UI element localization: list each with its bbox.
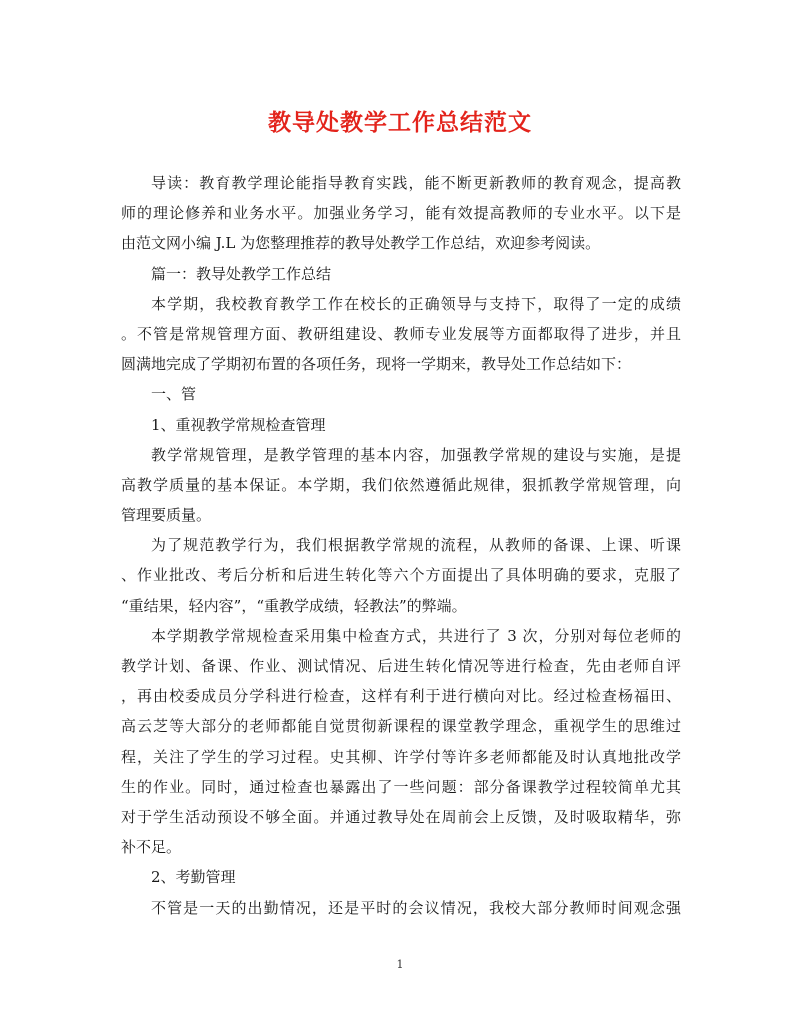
text-line: 1、重视教学常规检查管理 [151,415,326,434]
text-line: 对于学生活动预设不够全面。并通过教导处在周前会上反馈，及时吸取精华，弥 [121,807,681,826]
document-title: 教导处教学工作总结范文 [268,110,532,136]
text-line: ，再由校委成员分学科进行检查，这样有利于进行横向对比。经过检查杨福田、 [121,687,681,706]
text-line: 本学期，我校教育教学工作在校长的正确领导与支持下，取得了一定的成绩 [151,294,681,313]
text-line: 圆满地完成了学期初布置的各项任务，现将一学期来，教导处工作总结如下： [121,355,632,374]
text-line: 程，关注了学生的学习过程。史其柳、许学付等许多老师都能及时认真地批改学 [121,747,681,766]
text-line: 2、考勤管理 [151,868,236,887]
text-line: “重结果，轻内容”，“重教学成绩，轻教法”的弊端。 [121,596,467,615]
text-line: 由范文网小编 J.L 为您整理推荐的教导处教学工作总结，欢迎参考阅读。 [121,234,601,253]
text-line: 篇一：教导处教学工作总结 [151,264,332,283]
text-line: 高教学质量的基本保证。本学期，我们依然遵循此规律，狠抓教学常规管理，向 [121,475,681,494]
text-line: 教学常规管理，是教学管理的基本内容，加强教学常规的建设与实施，是提 [151,445,681,464]
text-line: 高云芝等大部分的老师都能自觉贯彻新课程的课堂教学理念，重视学生的思维过 [121,717,681,736]
text-line: 本学期教学常规检查采用集中检查方式，共进行了 3 次，分别对每位老师的 [151,626,681,645]
text-line: 、作业批改、考后分析和后进生转化等六个方面提出了具体明确的要求，克服了 [121,566,681,585]
text-line: 一、管 [151,385,197,404]
text-line: 教学计划、备课、作业、测试情况、后进生转化情况等进行检查，先由老师自评 [121,657,681,675]
text-line: 为了规范教学行为，我们根据教学常规的流程，从教师的备课、上课、听课 [151,536,681,555]
text-line: 师的理论修养和业务水平。加强业务学习，能有效提高教师的专业水平。以下是 [121,204,681,223]
text-line: 导读：教育教学理论能指导教育实践，能不断更新教师的教育观念，提高教 [151,174,681,192]
text-line: 生的作业。同时，通过检查也暴露出了一些问题：部分备课教学过程较简单尤其 [121,777,681,796]
text-line: 。不管是常规管理方面、教研组建设、教师专业发展等方面都取得了进步，并且 [121,324,681,343]
page-number: 1 [396,958,404,971]
document-body [121,168,681,923]
text-line: 管理要质量。 [121,506,212,525]
text-line: 不管是一天的出勤情况，还是平时的会议情况，我校大部分教师时间观念强 [151,898,681,917]
text-line: 补不足。 [121,838,182,857]
